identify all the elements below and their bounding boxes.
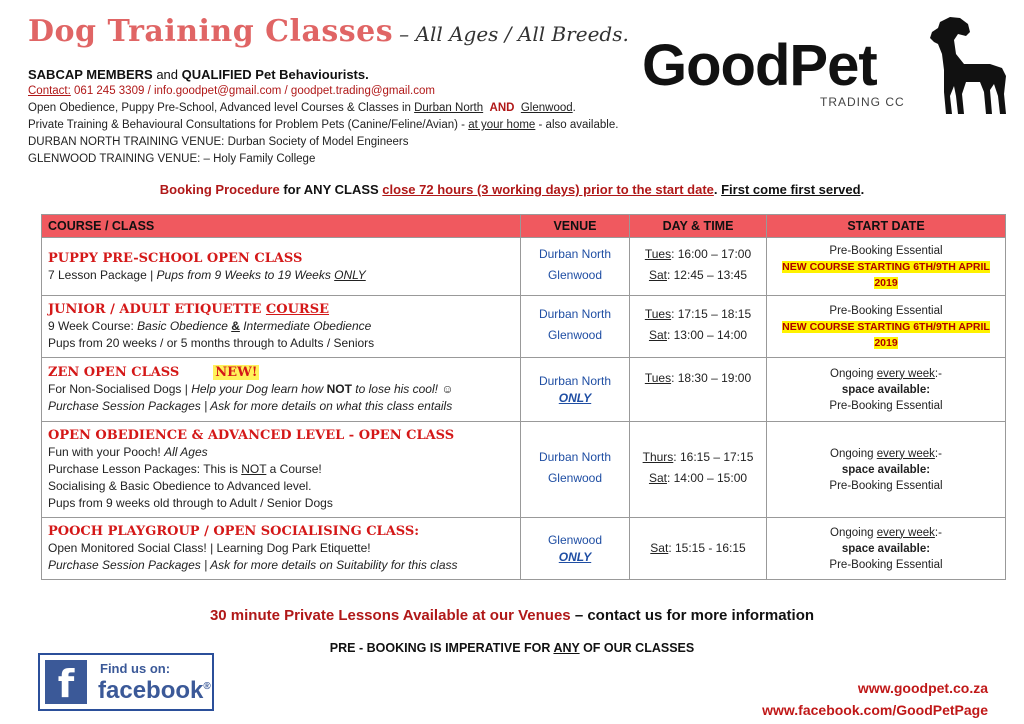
course-detail-b: Pups from 9 Weeks to 19 Weeks [156, 267, 335, 282]
course-detail-2 [48, 461, 514, 478]
private-end: - also available. [535, 119, 619, 131]
course-cell [42, 518, 521, 580]
facebook-reg: ® [203, 681, 211, 692]
private-lessons-text: 30 minute Private Lessons Available at our Venues [209, 607, 571, 624]
day-time-2 [636, 327, 760, 344]
course-detail-b: All Ages [164, 445, 208, 459]
members-sabcap: SABCAP MEMBERS [28, 67, 153, 82]
private-line [28, 117, 618, 134]
start-date-cell [767, 358, 1006, 422]
day-time-1 [636, 449, 760, 466]
start-prebooking: Pre-Booking Essential [829, 558, 943, 571]
start-space-available: space available: [841, 463, 931, 476]
start-date-cell [767, 238, 1006, 296]
start-prebooking: Pre-Booking Essential [829, 304, 943, 317]
booking-label: Booking Procedure [159, 182, 280, 197]
ongoing-every-week: every week [876, 526, 935, 539]
table-header-row [42, 215, 1006, 238]
imperative-any: ANY [553, 641, 580, 655]
day-time-1 [636, 370, 760, 387]
table-row [42, 518, 1006, 580]
start-prebooking: Pre-Booking Essential [829, 399, 943, 412]
venue-only: ONLY [558, 549, 592, 564]
course-detail-only: ONLY [334, 267, 366, 282]
ongoing-every-week: every week [876, 447, 935, 460]
time-1: : 15:15 - 16:15 [668, 541, 746, 555]
contact-details[interactable]: 061 245 3309 / info.goodpet@gmail.com / goodpet.trading@gmail.com [70, 85, 435, 97]
start-date-cell [767, 296, 1006, 358]
time-2: : 14:00 – 15:00 [666, 470, 748, 485]
start-prebooking: Pre-Booking Essential [829, 479, 943, 492]
course-name-line [48, 364, 514, 381]
course-detail-2: Purchase Session Packages | Ask for more details on Suitability for this class [48, 558, 458, 572]
booking-sep: . [713, 182, 722, 197]
venue-cell [521, 238, 630, 296]
venue-durban-north: Durban North [538, 306, 612, 321]
course-detail [48, 267, 514, 284]
new-course-highlight: NEW COURSE STARTING 6TH/9TH APRIL 2019 [782, 320, 990, 349]
day-1: Thurs [642, 449, 674, 464]
gw-venue-line: GLENWOOD TRAINING VENUE: – Holy Family College [28, 153, 316, 165]
course-name [48, 301, 514, 318]
header-day-time: DAY & TIME [630, 215, 767, 238]
members-line [28, 66, 618, 83]
booking-first-come: First come first served [721, 182, 861, 197]
page-title [28, 14, 629, 49]
ongoing-c: :- [934, 447, 942, 460]
imperative-a: PRE - BOOKING IS IMPERATIVE FOR [329, 641, 554, 655]
obedience-venue-durban: Durban North [414, 102, 484, 114]
private-text: Private Training & Behavioural Consultations for Problem Pets (Canine/Feline/Avian) - [28, 119, 469, 131]
facebook-page-link[interactable]: www.facebook.com/GoodPetPage [762, 702, 988, 718]
day-time-1 [636, 246, 760, 263]
course-cell [42, 358, 521, 422]
course-detail-a: 7 Lesson Package | [48, 267, 157, 282]
table-row [42, 238, 1006, 296]
logo-good: Good [642, 33, 790, 98]
course-detail-b: Help your Dog learn how [191, 382, 327, 396]
new-course-highlight: NEW COURSE STARTING 6TH/9TH APRIL 2019 [782, 260, 990, 289]
course-detail-not: NOT [326, 382, 352, 396]
facebook-icon: f [45, 660, 87, 704]
time-2: : 12:45 – 13:45 [666, 267, 748, 282]
new-badge: NEW! [215, 365, 258, 380]
day-2: Sat [648, 327, 667, 342]
start-space-available: space available: [841, 383, 931, 396]
facebook-wordmark [98, 677, 211, 705]
venue-cell [521, 518, 630, 580]
start-ongoing [773, 525, 999, 541]
intro-block [28, 66, 618, 168]
title-subtitle: – All Ages / All Breeds. [399, 22, 629, 46]
start-ongoing [773, 366, 999, 382]
venue-cell [521, 296, 630, 358]
time-2: : 13:00 – 14:00 [666, 327, 748, 342]
obedience-text: Open Obedience, Puppy Pre-School, Advanced level Courses & Classes in [28, 102, 415, 114]
course-detail-c: Intermediate Obedience [239, 319, 372, 333]
header-start-date: START DATE [767, 215, 1006, 238]
course-detail [48, 318, 514, 335]
day-time-1 [636, 306, 760, 323]
venue-glenwood: Glenwood [547, 267, 603, 282]
obedience-venue-glenwood: Glenwood [520, 102, 573, 114]
course-cell [42, 238, 521, 296]
course-name-a: JUNIOR / ADULT ETIQUETTE [48, 302, 266, 317]
members-qualified: QUALIFIED Pet Behaviourists. [181, 67, 369, 82]
day-1: Tues [644, 246, 672, 261]
course-detail-a: Fun with your Pooch! [48, 445, 165, 459]
private-lessons-contact: – contact us for more information [570, 607, 815, 624]
course-detail-2: Purchase Session Packages | Ask for more details on what this class entails [48, 399, 453, 413]
logo-word [642, 32, 877, 99]
venue-cell [521, 422, 630, 518]
time-1: : 18:30 – 19:00 [671, 371, 752, 385]
booking-close-time: close 72 hours (3 working days) prior to the start date [382, 182, 714, 197]
ongoing-every-week: every week [876, 367, 935, 380]
time-1: : 16:00 – 17:00 [671, 246, 752, 261]
venue-glenwood: Glenwood [547, 327, 603, 342]
facebook-find-us: Find us on: [100, 661, 171, 676]
course-detail-4: Pups from 9 weeks old through to Adult / Senior Dogs [48, 496, 333, 510]
course-detail-not: NOT [241, 462, 267, 476]
day-time-2 [636, 470, 760, 487]
ongoing-c: :- [934, 526, 942, 539]
private-home: at your home [468, 119, 536, 131]
header-venue: VENUE [521, 215, 630, 238]
course-cell [42, 422, 521, 518]
course-detail-2: Pups from 20 weeks / or 5 months through to Adults / Seniors [48, 336, 375, 350]
logo-pet: Pet [789, 33, 877, 98]
venue-glenwood: Glenwood [547, 470, 603, 485]
course-name: PUPPY PRE-SCHOOL OPEN CLASS [48, 250, 303, 266]
day-2: Sat [648, 470, 667, 485]
title-main: Dog Training Classes [28, 14, 394, 49]
day-time-cell [630, 296, 767, 358]
private-lessons-banner [0, 607, 1024, 624]
start-date-cell [767, 422, 1006, 518]
day-time-cell [630, 422, 767, 518]
start-date-cell [767, 518, 1006, 580]
course-detail-2b: a Course! [266, 462, 322, 476]
facebook-badge[interactable] [38, 653, 214, 711]
ongoing-c: :- [934, 367, 942, 380]
venue-durban-north: Durban North [538, 373, 612, 388]
obedience-line [28, 100, 618, 117]
contact-line [28, 83, 618, 100]
course-detail-2a: Purchase Lesson Packages: This is [48, 462, 242, 476]
contact-label: Contact: [28, 85, 71, 97]
start-prebooking: Pre-Booking Essential [829, 244, 943, 257]
day-time-cell [630, 238, 767, 296]
day-2: Sat [648, 267, 667, 282]
course-name: ZEN OPEN CLASS [48, 365, 180, 380]
course-detail-amp: & [231, 319, 240, 333]
venue-durban-north: Durban North [538, 449, 612, 464]
ongoing-a: Ongoing [830, 526, 877, 539]
goodpet-logo [640, 14, 1010, 116]
imperative-b: OF OUR CLASSES [579, 641, 695, 655]
day-time-cell [630, 358, 767, 422]
time-1: : 16:15 – 17:15 [673, 449, 754, 464]
course-detail-a: 9 Week Course: [48, 319, 138, 333]
course-detail: Open Monitored Social Class! | Learning Dog Park Etiquette! [48, 541, 371, 555]
course-name: POOCH PLAYGROUP / OPEN SOCIALISING CLASS: [48, 524, 420, 539]
booking-any-class: for ANY CLASS [279, 182, 383, 197]
dn-venue-line: DURBAN NORTH TRAINING VENUE: Durban Society of Model Engineers [28, 136, 409, 148]
header-course: COURSE / CLASS [42, 215, 521, 238]
course-name-b: COURSE [265, 302, 330, 317]
start-ongoing [773, 446, 999, 462]
ongoing-a: Ongoing [830, 367, 877, 380]
start-space-available: space available: [841, 542, 931, 555]
venue-only: ONLY [558, 390, 592, 405]
logo-trading: TRADING CC [820, 95, 905, 109]
course-detail [48, 381, 514, 398]
footer-links [762, 677, 988, 721]
classes-table [41, 214, 1006, 580]
table-row [42, 358, 1006, 422]
website-link[interactable]: www.goodpet.co.za [857, 680, 988, 696]
course-detail-a: For Non-Socialised Dogs | [48, 382, 192, 396]
course-name: OPEN OBEDIENCE & ADVANCED LEVEL - OPEN CLASS [48, 428, 455, 443]
course-cell [42, 296, 521, 358]
day-1: Tues [644, 306, 672, 321]
booking-procedure [0, 182, 1024, 197]
ongoing-a: Ongoing [830, 447, 877, 460]
facebook-word: facebook [98, 677, 204, 704]
booking-end: . [860, 182, 865, 197]
obedience-end: . [572, 102, 576, 114]
course-detail-b: Basic Obedience [137, 319, 232, 333]
time-1: : 17:15 – 18:15 [671, 306, 752, 321]
course-detail-3: Socialising & Basic Obedience to Advanced level. [48, 479, 312, 493]
venue-cell [521, 358, 630, 422]
obedience-and: AND [489, 102, 515, 114]
course-detail-c: to lose his cool! ☺ [351, 382, 454, 396]
day-time-cell [630, 518, 767, 580]
venue-glenwood: Glenwood [547, 532, 603, 547]
course-detail [48, 444, 514, 461]
members-and: and [152, 67, 182, 82]
table-row [42, 422, 1006, 518]
great-dane-icon [910, 14, 1010, 116]
day-1: Sat [650, 541, 669, 555]
day-1: Tues [644, 371, 672, 385]
venue-durban-north: Durban North [538, 246, 612, 261]
day-time-1 [636, 540, 760, 557]
day-time-2 [636, 267, 760, 284]
table-row [42, 296, 1006, 358]
